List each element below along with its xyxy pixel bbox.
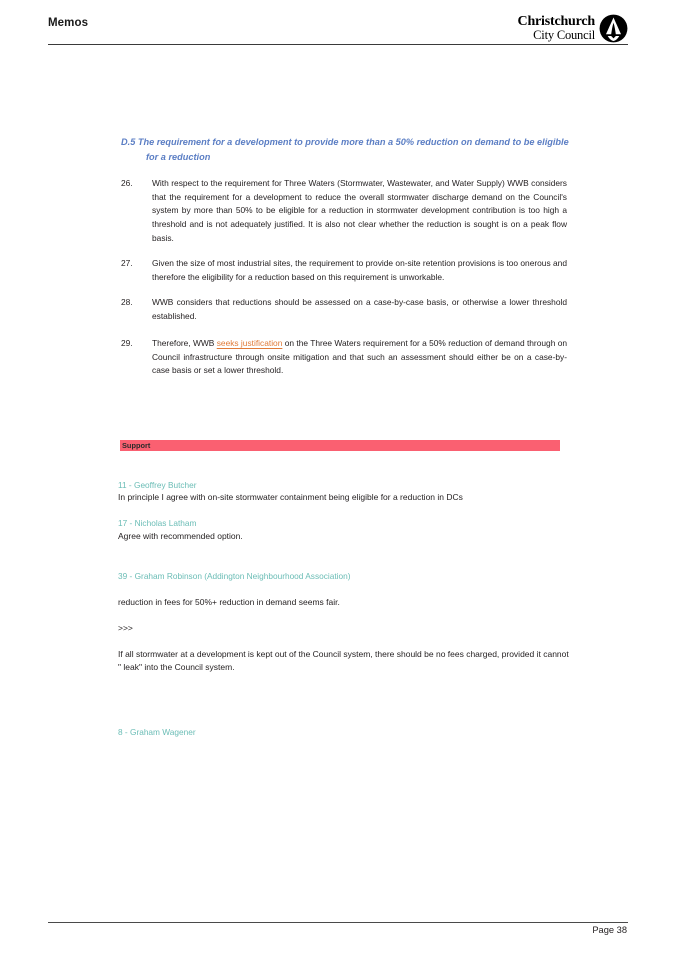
submission-body-39-part1: reduction in fees for 50%+ reduction in demand seems fair.	[118, 597, 340, 607]
submitter-name-8: 8 - Graham Wagener	[118, 727, 196, 737]
paragraph-29-number: 29.	[121, 338, 133, 348]
paragraph-28-text: WWB considers that reductions should be assessed on a case-by-case basis, or otherwise a lower threshold established.	[152, 297, 567, 321]
section-heading	[121, 135, 571, 165]
footer-divider	[48, 922, 628, 923]
council-logo	[518, 14, 628, 43]
section-heading-text: D.5 The requirement for a development to provide more than a 50% reduction on demand to be eligible for a reduction	[121, 137, 569, 162]
submission-body-17: Agree with recommended option.	[118, 531, 243, 541]
paragraph-26-text: With respect to the requirement for Three Waters (Stormwater, Wastewater, and Water Supply) WWB considers that the requirement for a development to reduce the overall stormwater discharge demand on the Council's system by more than 50% to be eligible for a reduction in stormwater development contribution is too high a threshold and is not adequately justified. It is also not clear whether the reduction is sought is on a peak flow basis.	[152, 178, 567, 243]
paragraph-27	[121, 257, 567, 284]
council-logo-text	[518, 15, 595, 43]
paragraph-29	[121, 337, 567, 378]
submitter-name-11: 11 - Geoffrey Butcher	[118, 480, 197, 490]
council-logo-line2: City Council	[533, 28, 595, 43]
submission-body-39-part3: If all stormwater at a development is kept out of the Council system, there should be no fees charged, provided it cannot " leak" into the Council system.	[118, 649, 569, 673]
council-logo-line1: Christchurch	[517, 13, 595, 29]
footer-page-number: Page 38	[592, 925, 627, 935]
support-banner-label: Support	[122, 440, 151, 450]
paragraph-27-number: 27.	[121, 258, 133, 268]
submitter-name-39: 39 - Graham Robinson (Addington Neighbourhood Association)	[118, 571, 351, 581]
paragraph-26-number: 26.	[121, 178, 133, 188]
submitter-name-17: 17 - Nicholas Latham	[118, 518, 197, 528]
page-header-title: Memos	[48, 17, 89, 29]
christchurch-city-council-logo-icon	[599, 14, 628, 43]
paragraph-29-text-after: on the Three Waters requirement for a 50% reduction of demand through on Council infrastructure through onsite mitigation and that such an assessment should either be on a case-by-case basis or set a lower threshold.	[152, 338, 568, 376]
paragraph-29-text-before: Therefore, WWB	[152, 338, 217, 348]
page-header	[48, 14, 628, 48]
paragraph-26	[121, 177, 567, 245]
submission-body-11: In principle I agree with on-site stormwater containment being eligible for a reduction in DCs	[118, 492, 463, 502]
paragraph-28-number: 28.	[121, 297, 133, 307]
header-divider	[48, 44, 628, 45]
submission-quote-marker-39: >>>	[118, 623, 133, 633]
paragraph-28	[121, 296, 567, 323]
seeks-justification-link[interactable]: seeks justification	[216, 338, 283, 348]
paragraph-27-text: Given the size of most industrial sites, the requirement to provide on-site retention provisions is too onerous and therefore the eligibility for a reduction based on this requirement is unworkable.	[152, 258, 567, 282]
paragraph-29-text	[152, 337, 567, 378]
support-section-banner	[120, 440, 560, 451]
